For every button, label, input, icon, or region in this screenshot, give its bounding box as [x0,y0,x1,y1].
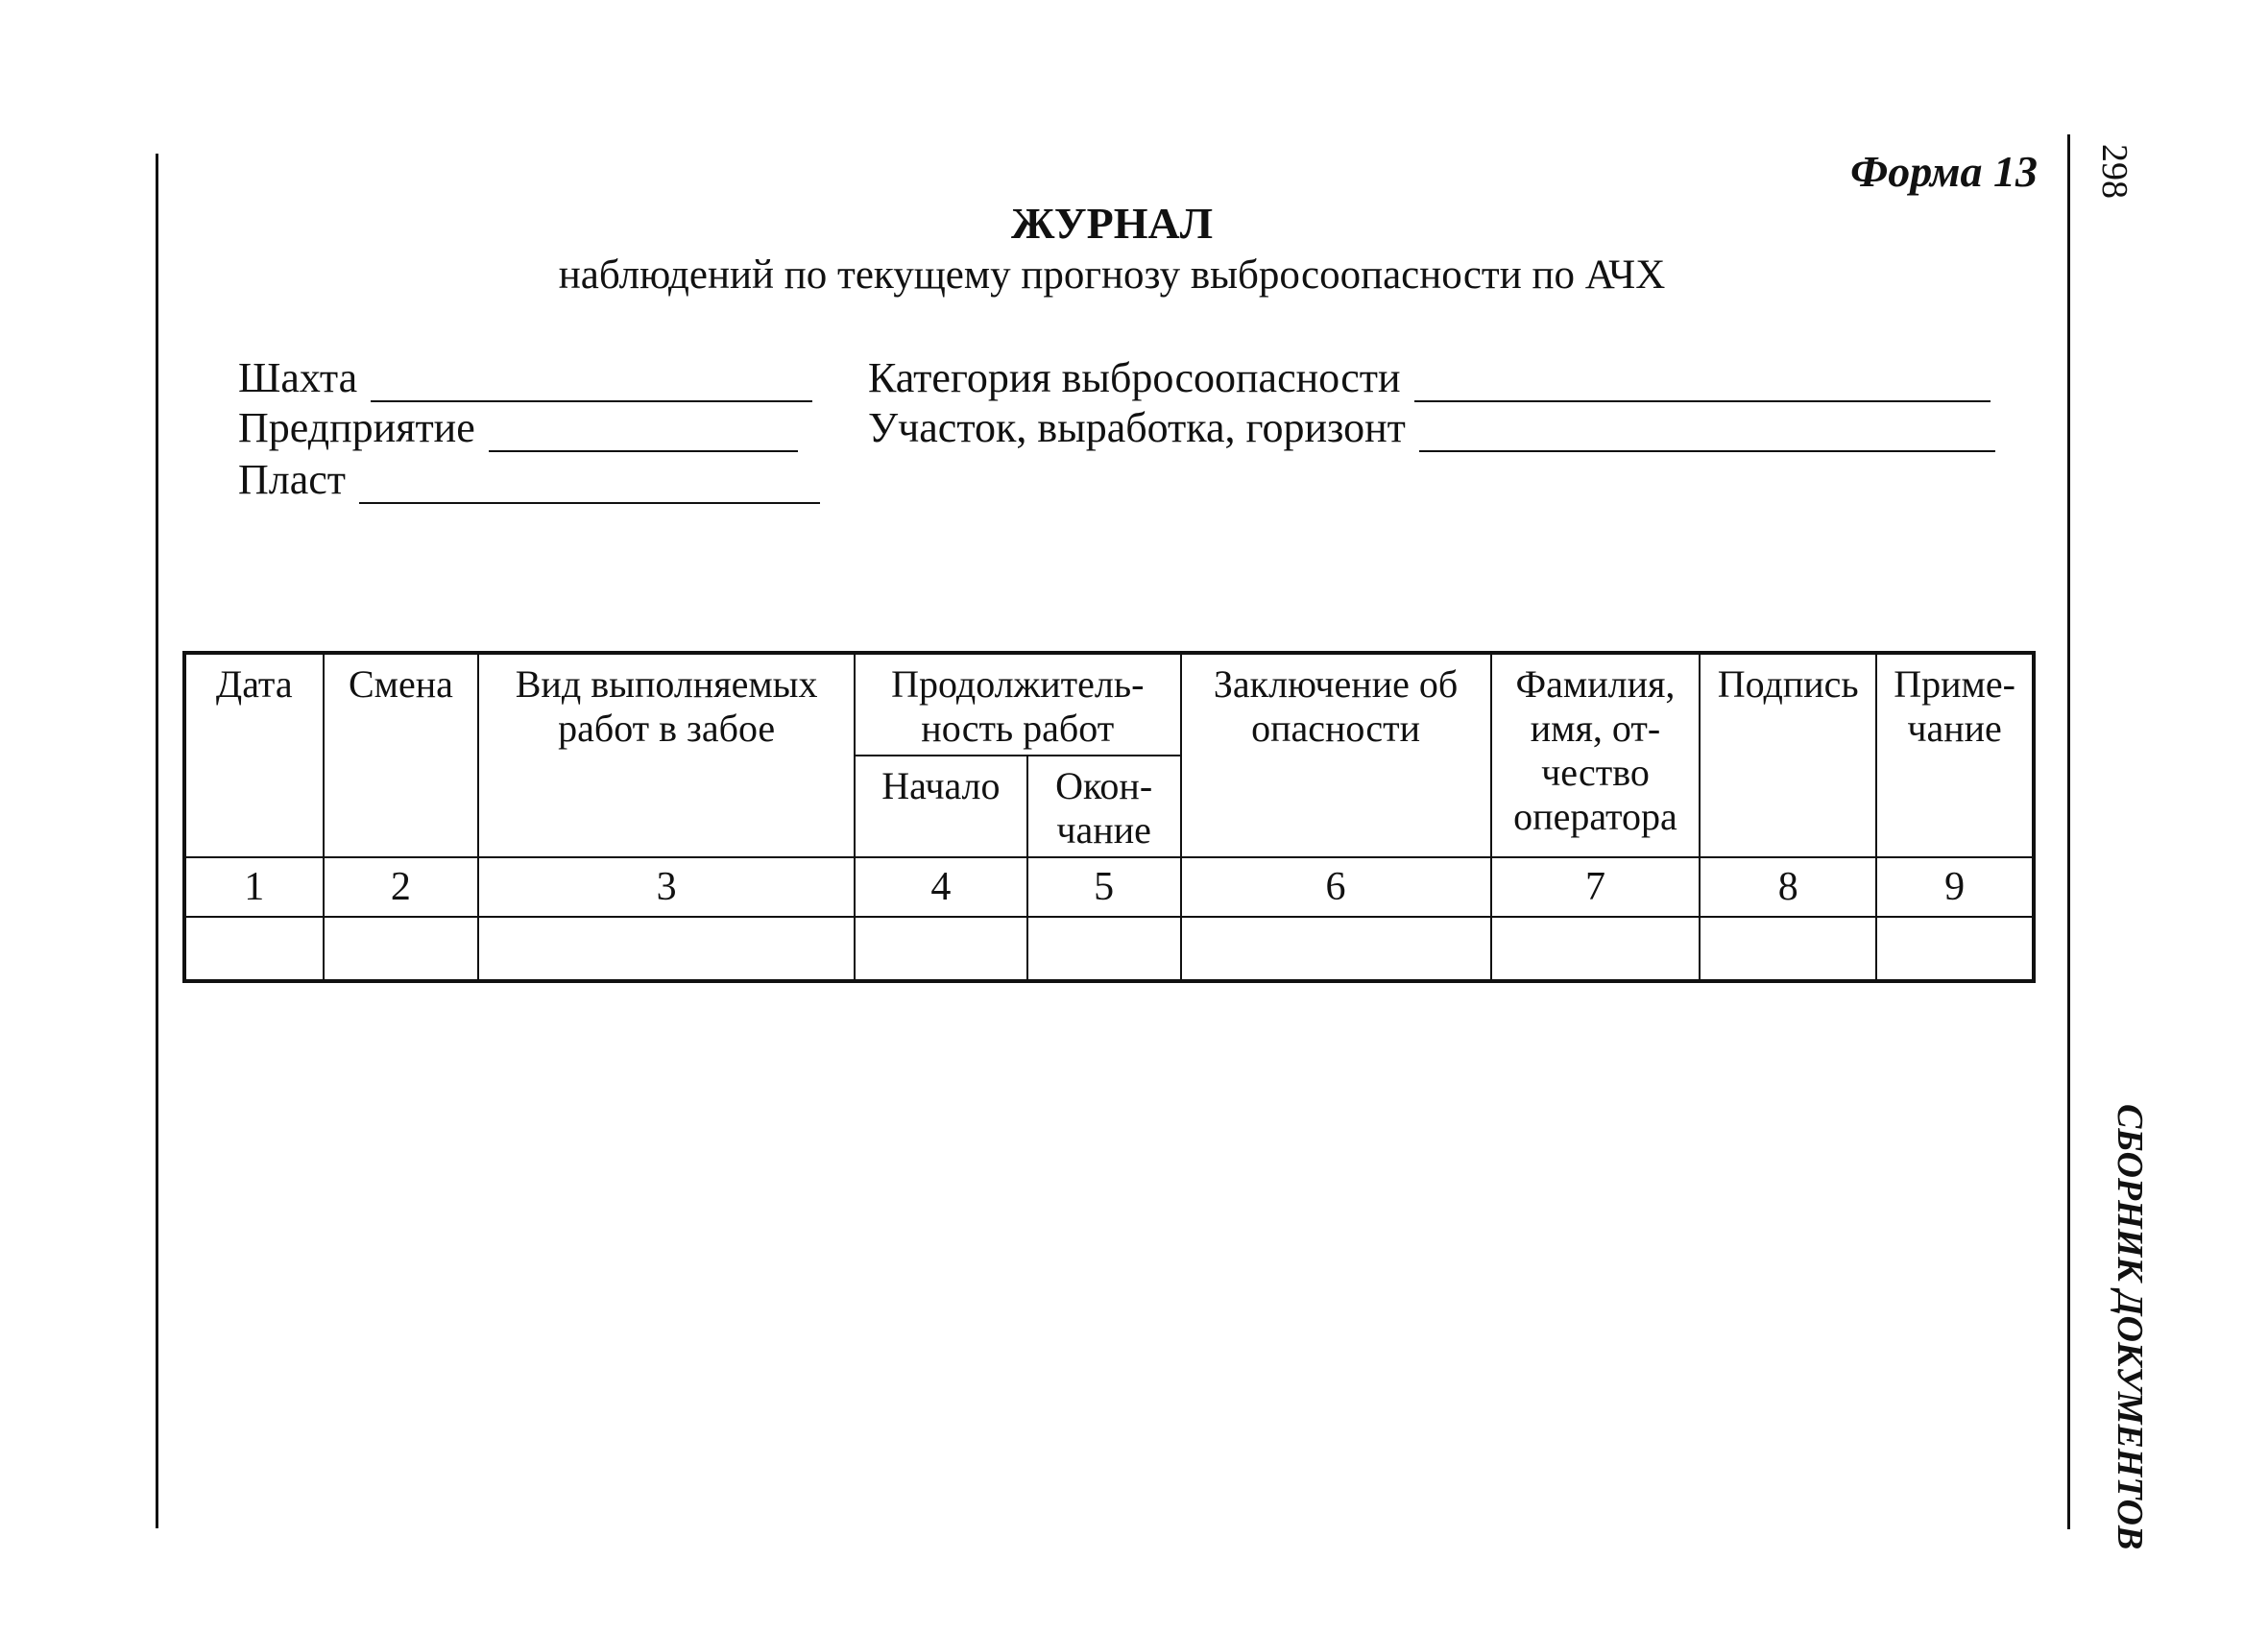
field-seam-label: Пласт [238,456,347,503]
field-enterprise-blank[interactable] [489,408,798,452]
header-start: Начало [855,756,1027,857]
entry-cell-start[interactable] [855,917,1027,981]
column-number: 5 [1027,857,1181,917]
header-shift: Смена [324,653,479,857]
entry-cell-work-type[interactable] [478,917,855,981]
field-seam-blank[interactable] [359,460,820,504]
form-label: Форма 13 [1850,147,2038,196]
document-subtitle: наблюдений по текущему прогнозу выбросоопасности по АЧХ [558,252,1666,298]
column-number: 3 [478,857,855,917]
header-date: Дата [184,653,324,857]
header-duration: Продолжитель- ность работ [855,653,1180,756]
header-conclusion: Заключение об опасности [1181,653,1491,857]
column-number: 2 [324,857,479,917]
field-mine-label: Шахта [238,354,358,401]
entry-cell-conclusion[interactable] [1181,917,1491,981]
document-title: ЖУРНАЛ [1011,199,1213,248]
entry-cell-end[interactable] [1027,917,1181,981]
entry-cell-note[interactable] [1876,917,2034,981]
field-category [868,353,1991,402]
column-number: 8 [1700,857,1876,917]
field-category-blank[interactable] [1414,358,1991,402]
header-note: Приме- чание [1876,653,2034,857]
journal-table [182,651,2036,983]
header-end: Окон- чание [1027,756,1181,857]
entry-cell-shift[interactable] [324,917,479,981]
column-number: 7 [1491,857,1701,917]
field-section-blank[interactable] [1419,408,1995,452]
field-enterprise-label: Предприятие [238,404,475,451]
entry-row [184,917,2034,981]
field-section-label: Участок, выработка, горизонт [868,404,1406,451]
column-number: 9 [1876,857,2034,917]
column-number: 6 [1181,857,1491,917]
entry-cell-operator[interactable] [1491,917,1701,981]
header-operator: Фамилия, имя, от- чество оператора [1491,653,1701,857]
right-margin-rule [2067,216,2070,1529]
field-section [868,403,1995,452]
header-signature: Подпись [1700,653,1876,857]
right-margin-rule-top [2067,134,2070,216]
entry-cell-date[interactable] [184,917,324,981]
column-number-row [184,857,2034,917]
field-category-label: Категория выбросоопасности [868,354,1401,401]
left-margin-rule [156,154,158,1528]
running-title: СБОРНИК ДОКУМЕНТОВ [2110,1104,2150,1550]
column-number: 1 [184,857,324,917]
header-work-type: Вид выполняемых работ в забое [478,653,855,857]
column-number: 4 [855,857,1027,917]
entry-cell-signature[interactable] [1700,917,1876,981]
field-mine [238,353,812,402]
field-mine-blank[interactable] [371,358,812,402]
field-enterprise [238,403,798,452]
page-number: 298 [2094,144,2135,199]
field-seam [238,455,820,504]
